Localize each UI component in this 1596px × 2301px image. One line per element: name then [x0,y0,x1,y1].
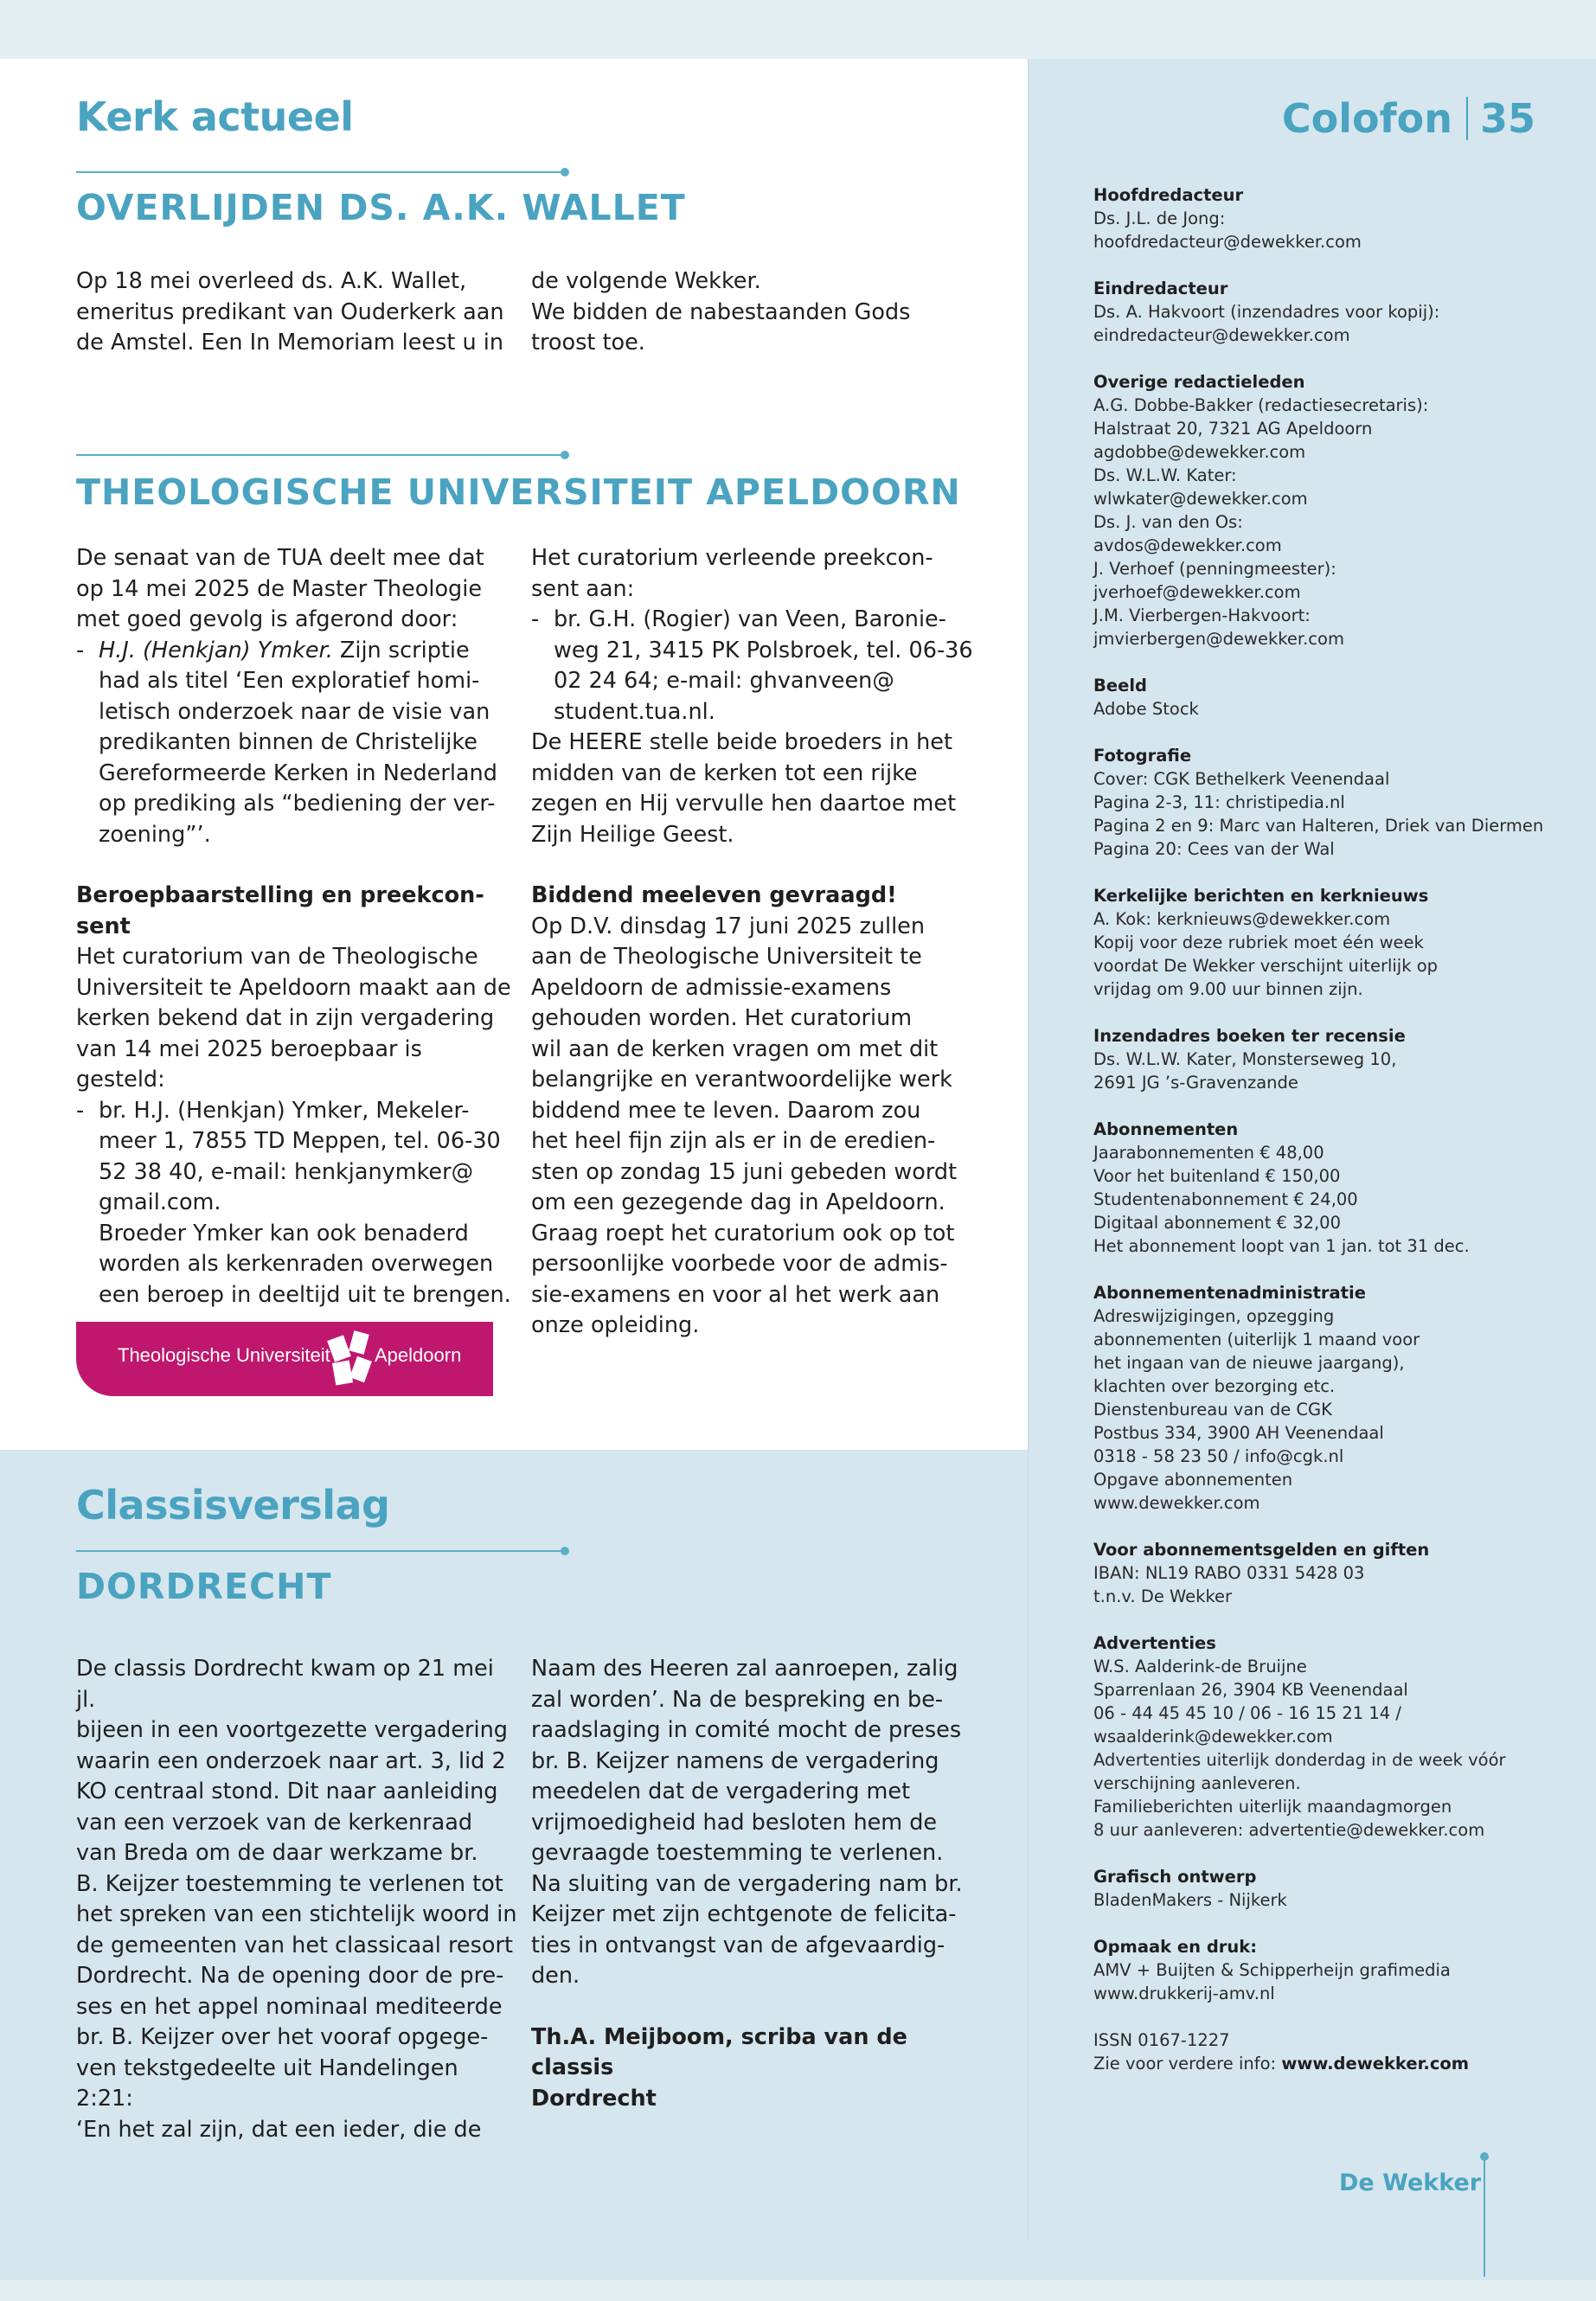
section-rule [76,171,566,173]
colofon-line: Sparrenlaan 26, 3904 KB Veenendaal [1093,1680,1408,1700]
colofon-block [1093,884,1578,1001]
text-line: aan de Theologische Universiteit te [531,944,922,970]
text-line: van Breda om de daar werkzame br. [76,1840,478,1866]
text-line: zegen en Hij vervulle hen daartoe met [531,791,957,817]
colofon-line: AMV + Buijten & Schipperheijn grafimedia [1093,1960,1451,1980]
page-number: 35 [1479,95,1535,142]
section-title-classisverslag: Classisverslag [76,1482,390,1529]
text-line: ‘En het zal zijn, dat een ieder, die de [76,2116,482,2143]
colofon-heading: Overige redactieleden [1093,372,1305,392]
colofon-block [1093,1865,1578,1912]
website-link[interactable]: www.dewekker.com [1281,2054,1470,2073]
text-line: gevraagde toestemming te verlenen. [531,1840,944,1866]
bottom-strip [0,2280,1596,2301]
colofon-heading: Fotografie [1093,746,1192,766]
text-line: bijeen in een voortgezette vergadering [76,1717,508,1743]
text-line: br. B. Keijzer over het vooraf opgege- [76,2024,489,2050]
colofon-block [1093,2029,1578,2075]
text-line: de volgende Wekker. [531,268,761,294]
colofon-line: Halstraat 20, 7321 AG Apeldoorn [1093,419,1373,439]
colofon-line: Jaarabonnementen € 48,00 [1093,1143,1324,1163]
text-line: Zijn Heilige Geest. [531,821,734,848]
text-line: om een gezegende dag in Apeldoorn. [531,1189,945,1215]
more-info-label: Zie voor verdere info: [1093,2054,1282,2073]
colofon-block [1093,1935,1578,2005]
text-line: Apeldoorn de admissie-examens [531,974,892,1001]
article-title-wallet: OVERLIJDEN DS. A.K. WALLET [76,187,686,228]
colofon-line: voordat De Wekker verschijnt uiterlijk op [1093,956,1439,976]
colofon-title: Colofon [1281,95,1452,142]
colofon-line: Kopij voor deze rubriek moet één week [1093,933,1424,952]
colofon-line: Ds. J.L. de Jong: [1093,208,1226,228]
colofon-line: Pagina 2-3, 11: christipedia.nl [1093,792,1345,812]
colofon-line: www.drukkerij-amv.nl [1093,1984,1275,2003]
colofon-heading: Grafisch ontwerp [1093,1867,1257,1887]
text-line: Keijzer met zijn echtgenote de felicita- [531,1901,957,1927]
colofon-line: jverhoef@dewekker.com [1093,582,1301,602]
colofon-heading: Abonnementen [1093,1119,1239,1139]
colofon-heading: Abonnementenadministratie [1093,1283,1366,1303]
text-line: Op 18 mei overleed ds. A.K. Wallet, [76,268,467,294]
classis-left-column [76,1654,517,2145]
colofon-block [1093,744,1578,861]
text-line: op prediking als “bediening der ver- [99,791,496,817]
colofon-line: Cover: CGK Bethelkerk Veenendaal [1093,769,1390,789]
text-line: B. Keijzer toestemming te verlenen tot [76,1870,503,1897]
subheading: Beroepbaarstelling en preekcon- [76,882,484,908]
text-line: ses en het appel nominaal mediteerde [76,1993,503,2020]
text-line: Gereformeerde Kerken in Nederland [99,760,497,786]
colofon-heading: Eindredacteur [1093,279,1228,298]
text-line: ties in ontvangst van de afgevaardig- [531,1932,945,1958]
text-line: belangrijke en verantwoordelijke werk [531,1067,952,1093]
text-line: weg 21, 3415 PK Polsbroek, tel. 06-36 [554,637,973,663]
classis-right-column [531,1654,990,2114]
text-line: 52 38 40, e-mail: henkjanymker@ [99,1158,474,1185]
text-line: De senaat van de TUA deelt mee dat [76,545,484,571]
text-line: de gemeenten van het classicaal resort [76,1932,513,1958]
colofon-line: Ds. J. van den Os: [1093,512,1243,532]
text-line: Universiteit te Apeldoorn maakt aan de [76,974,511,1001]
text-line: Graag roept het curatorium ook op tot [531,1220,955,1247]
text-line: op 14 mei 2025 de Master Theologie [76,575,483,602]
colofon-line: wsaalderink@dewekker.com [1093,1727,1333,1747]
text-line: vrijmoedigheid had besloten hem de [531,1809,938,1836]
article-title-tua: THEOLOGISCHE UNIVERSITEIT APELDOORN [76,471,961,513]
colofon-list [1093,183,1578,2075]
text-line: 02 24 64; e-mail: ghvanveen@ [554,668,894,694]
colofon-heading: Inzendadres boeken ter recensie [1093,1026,1406,1046]
text-line: sent aan: [531,575,635,602]
colofon-line: IBAN: NL19 RABO 0331 5428 03 [1093,1563,1365,1583]
colofon-block [1093,674,1578,721]
subheading: Biddend meeleven gevraagd! [531,882,897,908]
colofon-heading: Hoofdredacteur [1093,185,1244,205]
text-line: had als titel ‘Een exploratief homi- [99,668,480,694]
text-line: - br. G.H. (Rogier) van Veen, Baronie- [554,606,946,632]
colofon-line: Voor het buitenland € 150,00 [1093,1166,1341,1186]
text-line: ven tekstgedeelte uit Handelingen 2:21: [76,2054,458,2112]
colofon-line: Pagina 2 en 9: Marc van Halteren, Driek van Diermen [1093,816,1544,836]
colofon-line: J.M. Vierbergen-Hakvoort: [1093,606,1311,625]
text-line: De HEERE stelle beide broeders in het [531,729,952,755]
article-title-dordrecht: DORDRECHT [76,1566,332,1607]
colofon-heading: Advertenties [1093,1633,1216,1653]
wallet-right-column [531,266,981,359]
text-line: Dordrecht. Na de opening door de pre- [76,1963,504,1989]
text-line: zoening”’. [99,821,211,848]
tua-left-column [76,543,517,1311]
colofon-line: wlwkater@dewekker.com [1093,489,1308,509]
text-line: emeritus predikant van Ouderkerk aan [76,298,504,325]
text-line: het spreken van een stichtelijk woord in [76,1901,517,1927]
text-line: sie-examens en voor al het werk aan [531,1281,940,1308]
text-line: wil aan de kerken vragen om met dit [531,1035,939,1062]
colofon-heading: Beeld [1093,676,1147,695]
text-line: predikanten binnen de Christelijke [99,729,478,755]
text-line: waarin een onderzoek naar art. 3, lid 2 [76,1747,506,1774]
text-line: br. B. Keijzer namens de vergadering [531,1747,939,1774]
wallet-left-column [76,266,517,359]
text-line: het heel fijn zijn als er in de eredien- [531,1128,936,1154]
colofon-line: 2691 JG ’s-Gravenzande [1093,1073,1298,1093]
colofon-line: 8 uur aanleveren: advertentie@dewekker.com [1093,1820,1485,1840]
colofon-line: Postbus 334, 3900 AH Veenendaal [1093,1423,1384,1443]
colofon-line: agdobbe@dewekker.com [1093,442,1306,462]
tua-right-column [531,543,990,1342]
colofon-line: vrijdag om 9.00 uur binnen zijn. [1093,979,1363,999]
colofon-line: www.dewekker.com [1093,1493,1260,1513]
tua-logo-text: Apeldoorn [375,1344,462,1366]
column-divider [1028,59,1029,2240]
text-line: gehouden worden. Het curatorium [531,1005,913,1031]
signature: Th.A. Meijboom, scriba van de classis [531,2023,907,2080]
colofon-block [1093,370,1578,651]
colofon-line: eindredacteur@dewekker.com [1093,325,1350,345]
colofon-line: 0318 - 58 23 50 / info@cgk.nl [1093,1446,1344,1466]
text-line: meer 1, 7855 TD Meppen, tel. 06-30 [99,1128,501,1154]
text-fragment: Zijn scriptie [332,637,470,663]
colofon-line: t.n.v. De Wekker [1093,1586,1233,1606]
text-line: gmail.com. [99,1189,221,1215]
text-line: persoonlijke voorbede voor de admis- [531,1251,948,1277]
text-line: Na sluiting van de vergadering nam br. [531,1870,963,1897]
colofon-line: Pagina 20: Cees van der Wal [1093,839,1335,859]
text-line: Op D.V. dinsdag 17 juni 2025 zullen [531,913,926,939]
tua-book-icon [327,1329,375,1389]
list-item [76,636,517,851]
colofon-block [1093,183,1578,253]
colofon-line: Adreswijzigingen, opzegging [1093,1306,1335,1326]
colofon-line: Ds. W.L.W. Kater: [1093,465,1237,485]
text-line: meedelen dat de vergadering met [531,1779,911,1804]
text-line: een beroep in deeltijd uit te brengen. [99,1281,511,1308]
text-line: student.tua.nl. [554,698,715,725]
text-line: van een verzoek van de kerkenraad [76,1809,473,1836]
text-line: kerken bekend dat in zijn vergadering [76,1005,495,1031]
text-line: onze opleiding. [531,1312,700,1338]
colofon-line: A.G. Dobbe-Bakker (redactiesecretaris): [1093,395,1429,415]
list-item [76,1096,517,1311]
text-line: de Amstel. Een In Memoriam leest u in [76,330,504,356]
text-line: De classis Dordrecht kwam op 21 mei jl. [76,1656,494,1713]
colofon-line: Digitaal abonnement € 32,00 [1093,1213,1341,1233]
text-line: van 14 mei 2025 beroepbaar is gesteld: [76,1035,422,1093]
section-rule [76,1550,566,1552]
colofon-line: A. Kok: kerknieuws@dewekker.com [1093,909,1391,929]
text-line: troost toe. [531,330,645,356]
colofon-header [1282,95,1535,142]
subheading: sent [76,913,131,939]
more-info [1093,2052,1578,2075]
text-line: KO centraal stond. Dit naar aanleiding [76,1779,498,1804]
text-line: - br. H.J. (Henkjan) Ymker, Mekeler- [99,1097,470,1124]
colofon-line: hoofdredacteur@dewekker.com [1093,232,1362,252]
section-rule [76,454,566,456]
section-title-kerk-actueel: Kerk actueel [76,93,354,140]
footer-rule [1484,2156,1485,2277]
text-line: Het curatorium verleende preekcon- [531,545,933,571]
text-line: biddend mee te leven. Daarom zou [531,1097,921,1124]
colofon-line: verschijning aanleveren. [1093,1773,1301,1793]
text-line: worden als kerkenraden overwegen [99,1251,494,1277]
colofon-heading: Kerkelijke berichten en kerknieuws [1093,886,1429,906]
text-line: zal worden’. Na de bespreking en be- [531,1686,944,1713]
header-separator [1466,97,1468,140]
colofon-heading: Voor abonnementsgelden en giften [1093,1540,1430,1560]
colofon-line: Adobe Stock [1093,699,1199,719]
text-line: raadslaging in comité mocht de preses [531,1717,962,1743]
colofon-line: BladenMakers - Nijkerk [1093,1890,1287,1910]
colofon-line: klachten over bezorging etc. [1093,1376,1336,1396]
colofon-block [1093,277,1578,347]
colofon-line: Opgave abonnementen [1093,1470,1293,1490]
colofon-line: abonnementen (uiterlijk 1 maand voor [1093,1330,1420,1349]
colofon-block [1093,1631,1578,1842]
text-line: met goed gevolg is afgerond door: [76,606,458,632]
colofon-line: het ingaan van de nieuwe jaargang), [1093,1353,1405,1373]
text-line: midden van de kerken tot een rijke [531,760,918,786]
signature: Dordrecht [531,2085,657,2112]
text-line: We bidden de nabestaanden Gods [531,298,911,325]
colofon-line: Advertenties uiterlijk donderdag in de week vóór [1093,1750,1506,1770]
colofon-line: 06 - 44 45 45 10 / 06 - 16 15 21 14 / [1093,1703,1401,1723]
colofon-line: Studentenabonnement € 24,00 [1093,1189,1358,1209]
text-line: Het curatorium van de Theologische [76,944,478,970]
text-line: letisch onderzoek naar de visie van [99,698,490,725]
colofon-line: W.S. Aalderink-de Bruijne [1093,1657,1307,1676]
issn: ISSN 0167-1227 [1093,2030,1230,2050]
colofon-block [1093,1281,1578,1515]
colofon-line: Ds. A. Hakvoort (inzendadres voor kopij): [1093,302,1440,322]
top-strip [0,0,1596,59]
text-line: den. [531,1963,580,1989]
tua-logo-text: Theologische Universiteit [118,1344,330,1366]
colofon-line: Het abonnement loopt van 1 jan. tot 31 dec. [1093,1236,1470,1256]
colofon-line: avdos@dewekker.com [1093,535,1282,555]
colofon-line: Ds. W.L.W. Kater, Monsterseweg 10, [1093,1049,1397,1069]
colofon-heading: Opmaak en druk: [1093,1937,1258,1957]
colofon-block [1093,1538,1578,1608]
colofon-line: J. Verhoef (penningmeester): [1093,559,1336,579]
graduate-name: H.J. (Henkjan) Ymker. [99,637,333,663]
colofon-line: jmvierbergen@dewekker.com [1093,629,1344,649]
text-line: Broeder Ymker kan ook benaderd [99,1220,469,1247]
list-item [531,605,990,727]
colofon-line: Familieberichten uiterlijk maandagmorgen [1093,1797,1452,1817]
tua-logo [76,1322,493,1396]
colofon-line: Dienstenbureau van de CGK [1093,1400,1332,1420]
colofon-block [1093,1118,1578,1258]
colofon-block [1093,1024,1578,1094]
footer-brand: De Wekker [1339,2170,1482,2196]
text-line: sten op zondag 15 juni gebeden wordt [531,1158,958,1185]
text-line: Naam des Heeren zal aanroepen, zalig [531,1656,958,1682]
